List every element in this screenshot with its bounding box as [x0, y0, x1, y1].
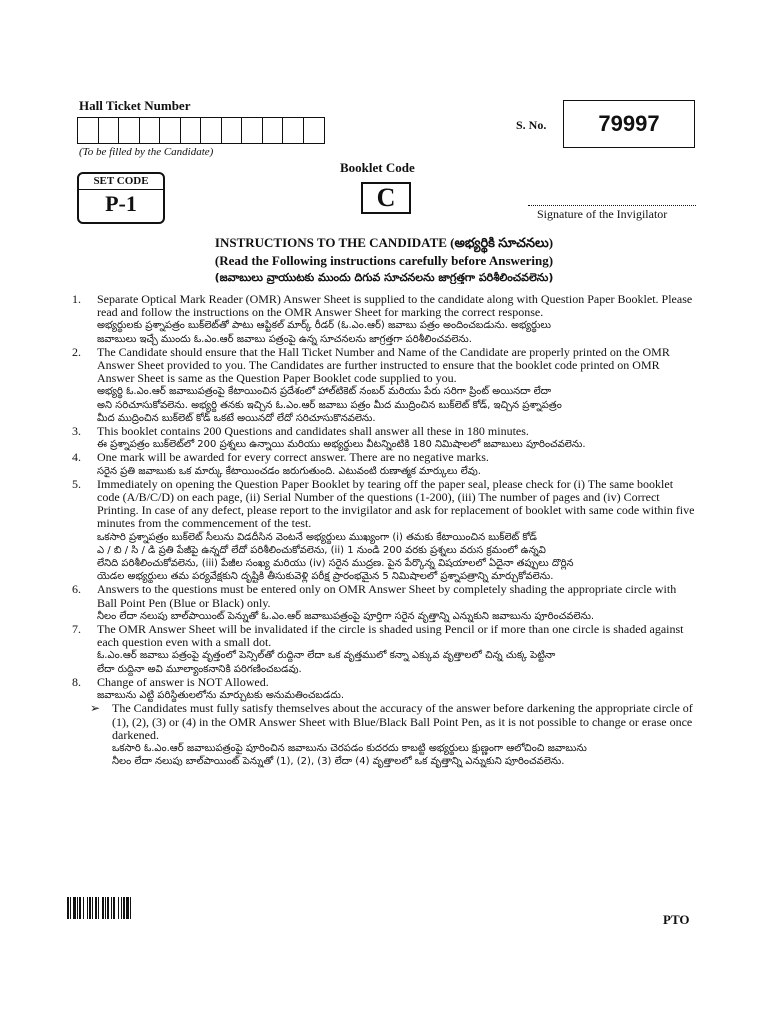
- instruction-text: This booklet contains 200 Questions and candidates shall answer all these in 180 minutes.: [97, 424, 529, 439]
- instruction-telugu: ఈ ప్రశ్నాపత్రం బుక్‌లెట్‌లో 200 ప్రశ్నలు ఉన్నాయి మరియు అభ్యర్థులు వీటన్నింటికి 180 నిమిషాలలో జవాబులు పూరించవలెను.: [97, 439, 586, 451]
- instruction-telugu: జవాబును ఎట్టి పరిస్థితులలోను మార్చుటకు అనుమతించబడదు.: [97, 690, 345, 702]
- signature-line: [528, 205, 696, 206]
- instruction-number: 2.: [72, 344, 81, 359]
- instruction-item-1: [72, 293, 698, 346]
- instruction-text: The Candidate should ensure that the Hall Ticket Number and Name of the Candidate are properly printed on the OMR Answer Sheet provided to you. The Candidates are further instructed to ensure that the booklet code printed on OMR Answer Sheet is same as the Question Paper Booklet code supplied to you.: [97, 344, 670, 386]
- digit-box: [99, 118, 120, 143]
- digit-box: [283, 118, 304, 143]
- digit-box: [222, 118, 243, 143]
- instruction-item-4: [72, 451, 698, 477]
- set-code-value: P-1: [105, 191, 137, 216]
- hall-ticket-label: Hall Ticket Number: [79, 98, 191, 113]
- instruction-number: 4.: [72, 450, 81, 465]
- instruction-item-2: [72, 346, 698, 425]
- instruction-telugu: లేదా రుద్దినా అవి మూల్యాంకనానికి పరిగణించబడవు.: [97, 663, 302, 675]
- instruction-text: Change of answer is NOT Allowed.: [97, 674, 269, 689]
- digit-box: [181, 118, 202, 143]
- instruction-number: 7.: [72, 622, 81, 637]
- instructions-subheading: (Read the Following instructions carefully before Answering): [214, 253, 554, 268]
- set-code-box: [77, 172, 165, 224]
- instruction-number: 3.: [72, 424, 81, 439]
- instruction-number: 6.: [72, 582, 81, 597]
- hall-ticket-number-boxes: [77, 117, 325, 144]
- instructions-heading: INSTRUCTIONS TO THE CANDIDATE (అభ్యర్థికి సూచనలు): [214, 235, 554, 250]
- instruction-telugu: యెడల అభ్యర్థులు తమ పర్యవేక్షకుని దృష్టికి తీసుకువెళ్లి పరీక్ష ప్రారంభమైన 5 నిమిషాలలో ప్రశ్నాపత్రాన్ని మార్చుకోవలెను.: [97, 571, 554, 583]
- digit-box: [140, 118, 161, 143]
- instruction-telugu: నీలం లేదా నలుపు బాల్‌పాయింట్ పెన్నుతో ఓ.ఎం.ఆర్ జవాబుపత్రంపై పూర్తిగా సరైన వృత్తాన్ని ఎన్నుకుని జవాబును పూరించవలెను.: [97, 610, 595, 622]
- instruction-telugu: ఒకసారి ప్రశ్నాపత్రం బుక్‌లెట్ సీలును విడదీసిన వెంటనే అభ్యర్థులు ముఖ్యంగా (i) తమకు కేటాయించిన బుక్‌లెట్ కోడ్: [97, 531, 537, 543]
- instruction-item-3: [72, 425, 698, 451]
- serial-number-value: 79997: [563, 100, 695, 148]
- instruction-item-7: [72, 623, 698, 676]
- set-code-label: SET CODE: [79, 175, 163, 190]
- instruction-number: 8.: [72, 674, 81, 689]
- instruction-text: One mark will be awarded for every correct answer. There are no negative marks.: [97, 450, 489, 465]
- digit-box: [160, 118, 181, 143]
- arrow-bullet-icon: ➢: [90, 701, 101, 716]
- instruction-item-5: [72, 478, 698, 584]
- instruction-item-8: [72, 676, 698, 702]
- barcode-bar: [131, 897, 133, 919]
- digit-box: [119, 118, 140, 143]
- signature-label: Signature of the Invigilator: [537, 207, 668, 221]
- bullet-telugu: ఒకసారి ఓ.ఎం.ఆర్ జవాబుపత్రంపై పూరించిన జవాబును చెరపడం కుదరదు కాబట్టి అభ్యర్థులు క్షుణ్ణంగా ఆలోచించి జవాబును: [112, 742, 587, 754]
- instruction-telugu: జవాబులు ఇచ్చే ముందు ఓ.ఎం.ఆర్ జవాబు పత్రంపై ఉన్న సూచనలను జాగ్రత్తగా పరిశీలించవలెను.: [97, 333, 472, 345]
- instruction-telugu: ఎ / బి / సి / డి ప్రతి పేజీపై ఉన్నదో లేదో పరిశీలించుకోవలెను, (ii) 1 నుండి 200 వరకు ప్రశ్నలు వరుస క్రమంలో ఉన్నవి: [97, 544, 546, 556]
- digit-box: [304, 118, 325, 143]
- serial-number-label: S. No.: [516, 118, 547, 132]
- instructions-list: [72, 293, 698, 768]
- instruction-item-6: [72, 583, 698, 623]
- instruction-telugu: మీద ముద్రించిన బుక్‌లెట్ కోడ్ ఒకటే అయినదో లేదో సరిచూసుకొనవలెను.: [97, 412, 376, 424]
- pto-label: PTO: [663, 912, 690, 927]
- digit-box: [78, 118, 99, 143]
- booklet-code-label: Booklet Code: [340, 160, 415, 175]
- booklet-code-value: C: [361, 182, 411, 214]
- instruction-text: Immediately on opening the Question Paper Booklet by tearing off the paper seal, please check for (i) The same booklet code (A/B/C/D) on each page, (ii) Serial Number of the questions (1-200), (iii) The number of pages and (iv) Correct Printing. In case of any defect, please report to the invigilator and ask for replacement of booklet with same code within five minutes from the commencement of the test.: [97, 476, 695, 531]
- bullet-text: The Candidates must fully satisfy themselves about the accuracy of the answer before darkening the appropriate circle of (1), (2), (3) or (4) in the OMR Answer Sheet with Blue/Black Ball Point Pen, as it is not possible to change or erase once darkened.: [112, 701, 693, 742]
- digit-box: [201, 118, 222, 143]
- instruction-text: Separate Optical Mark Reader (OMR) Answer Sheet is supplied to the candidate along with Question Paper Booklet. Please read and follow the instructions on the OMR Answer Sheet for marking the correct response.: [97, 292, 693, 320]
- instruction-telugu: అని సరిచూసుకోవలెను. అభ్యర్థి తనకు ఇచ్చిన ఓ.ఎం.ఆర్ జవాబు పత్రం మీద ముద్రించిన బుక్‌లెట్ కోడ్, ఇచ్చిన ప్రశ్నాపత్రం: [97, 399, 562, 411]
- barcode: [67, 897, 175, 919]
- instructions-subheading-telugu: (జవాబులు వ్రాయుటకు ముందు దిగువ సూచనలను జాగ్రత్తగా పరిశీలించవలెను): [214, 271, 554, 284]
- instruction-telugu: ఓ.ఎం.ఆర్ జవాబు పత్రంపై వృత్తంలో పెన్సిల్‌తో రుద్దినా లేదా ఒక వృత్తములో కన్నా ఎక్కువ వృత్తాలలో చిన్న చుక్క పెట్టినా: [97, 650, 556, 662]
- instruction-bullet: [72, 702, 698, 768]
- digit-box: [242, 118, 263, 143]
- instruction-number: 5.: [72, 476, 81, 491]
- hall-ticket-note: (To be filled by the Candidate): [79, 146, 214, 158]
- instruction-telugu: అభ్యర్థి ఓ.ఎం.ఆర్ జవాబుపత్రంపై కేటాయించిన ప్రదేశంలో హాల్‌టికెట్ నంబర్ మరియు పేరు సరిగా ప్రింట్ అయినదా లేదా: [97, 386, 552, 398]
- instruction-number: 1.: [72, 292, 81, 306]
- instruction-telugu: అభ్యర్థులకు ప్రశ్నాపత్రం బుక్‌లెట్‌తో పాటు ఆప్టికల్ మార్క్ రీడర్ (ఓ.ఎం.ఆర్) జవాబు పత్రం అందించబడును. అభ్యర్థులు: [97, 320, 551, 332]
- instruction-text: Answers to the questions must be entered only on OMR Answer Sheet by completely shading the appropriate circle with Ball Point Pen (Blue or Black) only.: [97, 582, 677, 610]
- instruction-telugu: సరైన ప్రతి జవాబుకు ఒక మార్కు కేటాయించడం జరుగుతుంది. ఎటువంటి రుణాత్మక మార్కులు లేవు.: [97, 465, 481, 477]
- digit-box: [263, 118, 284, 143]
- bullet-telugu: నీలం లేదా నలుపు బాల్‌పాయింట్ పెన్నుతో (1), (2), (3) లేదా (4) వృత్తాలలో ఒక వృత్తాన్ని ఎన్నుకుని పూరించవలెను.: [112, 756, 565, 768]
- instruction-telugu: లేనిది పరిశీలించుకోవలెను, (iii) పేజీల సంఖ్య మరియు (iv) సరైన ముద్రణ. పైన పేర్కొన్న విషయాలలో ఏదైనా తప్పులు దొర్లిన: [97, 558, 574, 570]
- instruction-text: The OMR Answer Sheet will be invalidated if the circle is shaded using Pencil or if more than one circle is shaded against each question even with a small dot.: [97, 622, 684, 650]
